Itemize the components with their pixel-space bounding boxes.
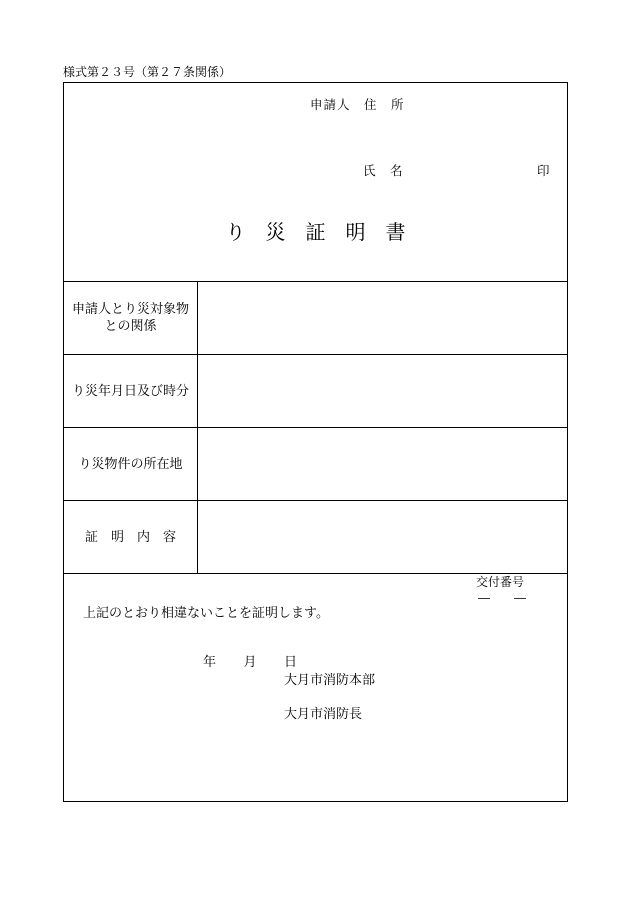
relationship-label <box>64 282 198 354</box>
certification-statement: 上記のとおり相違ないことを証明します。 <box>83 606 329 621</box>
relationship-label-line-2: との関係 <box>104 319 157 334</box>
table-row-disaster-datetime <box>64 355 567 428</box>
property-location-value-cell <box>198 428 567 500</box>
issuer-organization: 大月市消防本部 <box>284 673 376 688</box>
applicant-section <box>64 83 567 282</box>
disaster-datetime-label-text: り災年月日及び時分 <box>71 383 189 399</box>
disaster-datetime-label <box>64 355 198 427</box>
issuer-title: 大月市消防長 <box>284 707 363 722</box>
table-row-certification-content <box>64 501 567 574</box>
issue-date: 年 月 日 <box>203 655 298 670</box>
certification-content-label-text: 証 明 内 容 <box>84 529 176 545</box>
certification-content-label <box>64 501 198 573</box>
form-number: 様式第２３号（第２７条関係） <box>63 65 232 79</box>
applicant-address-label: 申請人 住 所 <box>310 97 405 112</box>
certificate-form <box>63 82 568 802</box>
table-row-property-location <box>64 428 567 501</box>
relationship-label-line-1: 申請人とり災対象物 <box>71 302 189 317</box>
disaster-datetime-value-cell <box>198 355 567 427</box>
applicant-name-label: 氏 名 <box>363 163 404 178</box>
certification-section <box>64 574 567 801</box>
seal-mark: 印 <box>537 163 550 178</box>
relationship-value-cell <box>198 282 567 354</box>
issue-number-value: ― ― <box>478 591 527 605</box>
table-row-relationship <box>64 282 567 355</box>
property-location-label-text: り災物件の所在地 <box>78 456 183 472</box>
certification-content-value-cell <box>198 501 567 573</box>
issue-number-label: 交付番号 <box>476 575 525 589</box>
property-location-label <box>64 428 198 500</box>
document-title: り 災 証 明 書 <box>225 220 406 244</box>
